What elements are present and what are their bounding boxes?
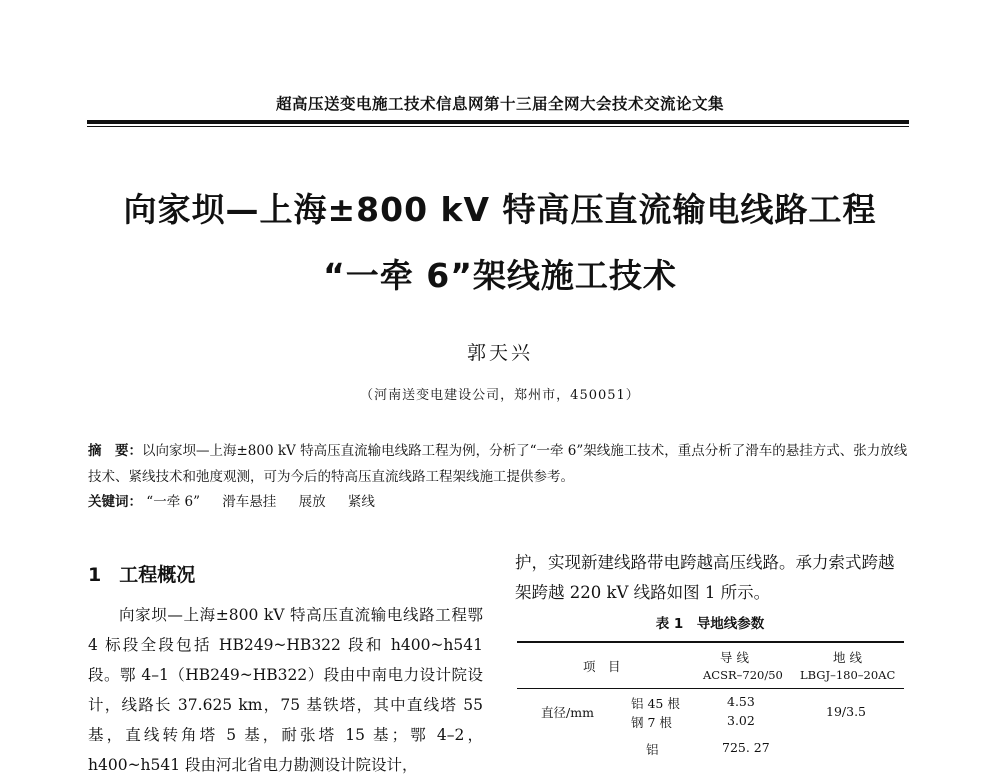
table-cell-value: 3.02 bbox=[727, 713, 755, 728]
table-cell-value: 725. 27 bbox=[722, 740, 770, 755]
keyword: 展放 bbox=[298, 494, 326, 510]
table-row-label: 直径/mm bbox=[541, 705, 594, 720]
body-paragraph: 向家坝—上海±800 kV 特高压直流输电线路工程鄂 4 标段全段包括 HB249~HB322 段和 h400~h541 段。鄂 4–1（HB249~HB322）段由中南电力设计院设计，线路长 37.625 km，75 基铁塔，其中直线塔 55 基，直线转角塔 5 基，耐张塔 15 基；鄂 4–2，h400~h541 段由河北省电力勘测设计院设计， bbox=[88, 606, 483, 774]
abstract-label: 摘 要： bbox=[88, 443, 142, 459]
table-header-conductor: 导 线 bbox=[720, 650, 749, 665]
table-header-conductor-model: ACSR–720/50 bbox=[703, 668, 783, 682]
table-subrow-label: 钢 7 根 bbox=[631, 715, 672, 730]
header-rule-thin bbox=[87, 126, 909, 127]
section-title: 工程概况 bbox=[119, 564, 196, 586]
table-subrow-label: 铝 bbox=[646, 742, 659, 757]
keyword: 滑车悬挂 bbox=[222, 494, 277, 510]
table-subrow-label: 铝 45 根 bbox=[631, 696, 680, 711]
section-number: 1 bbox=[88, 564, 102, 586]
abstract bbox=[88, 438, 910, 490]
left-column-body bbox=[88, 600, 483, 780]
keywords-label: 关键词： bbox=[88, 494, 142, 510]
author-name: 郭天兴 bbox=[466, 342, 533, 364]
paper-title-line-2: “一牵 6”架线施工技术 bbox=[323, 256, 677, 295]
header-rule-thick bbox=[87, 120, 909, 124]
table-header-ground: 地 线 bbox=[833, 650, 862, 665]
paper-title-line-1: 向家坝—上海±800 kV 特高压直流输电线路工程 bbox=[123, 190, 877, 229]
section-heading bbox=[88, 560, 195, 587]
author-affiliation: （河南送变电建设公司，郑州市，450051） bbox=[360, 388, 640, 403]
keyword: 紧线 bbox=[347, 494, 375, 510]
keyword: “一牵 6” bbox=[146, 494, 200, 510]
table-header-item: 项 目 bbox=[583, 659, 621, 674]
right-column-body bbox=[515, 548, 910, 608]
table-cell-value: 19/3.5 bbox=[826, 704, 866, 719]
table-header-rule bbox=[517, 688, 904, 689]
proceedings-header: 超高压送变电施工技术信息网第十三届全网大会技术交流论文集 bbox=[275, 95, 724, 113]
table-header-ground-model: LBGJ–180–20AC bbox=[800, 668, 896, 682]
body-paragraph: 护，实现新建线路带电跨越高压线路。承力索式跨越架跨越 220 kV 线路如图 1 所示。 bbox=[515, 553, 895, 602]
table-cell-value: 4.53 bbox=[727, 694, 755, 709]
table-caption: 表 1 导地线参数 bbox=[655, 616, 765, 632]
abstract-text: 以向家坝—上海±800 kV 特高压直流输电线路工程为例，分析了“一牵 6”架线施工技术，重点分析了滑车的悬挂方式、张力放线技术、紧线技术和弛度观测，可为今后的特高压直流线路工程架线施工提供参考。 bbox=[88, 443, 908, 485]
keywords bbox=[88, 490, 910, 510]
table-top-rule bbox=[517, 641, 904, 643]
